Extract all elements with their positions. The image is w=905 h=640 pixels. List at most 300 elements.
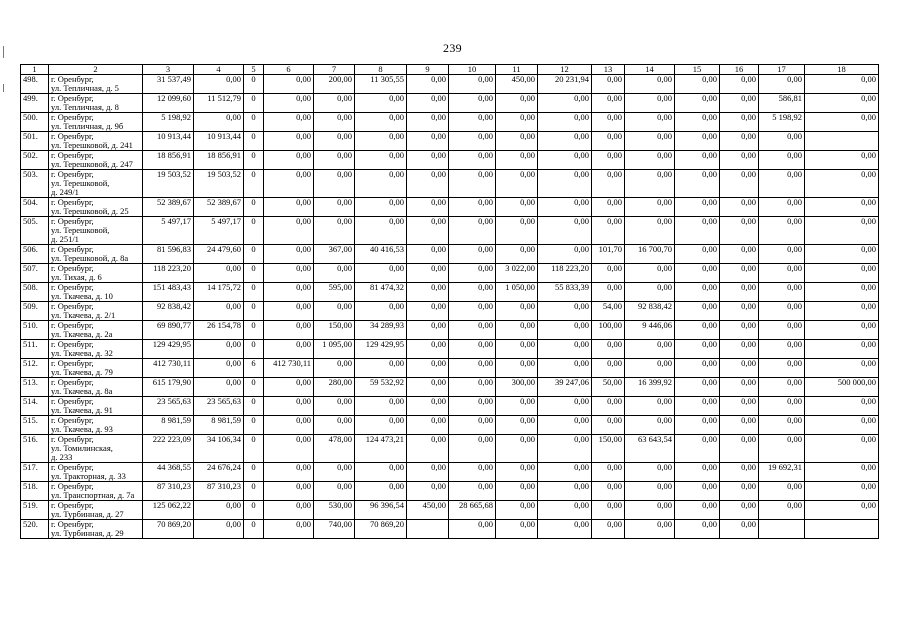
column-header-17: 17 [759, 65, 805, 75]
value-cell-col-16: 0,00 [720, 520, 759, 539]
value-cell-col-15: 0,00 [675, 435, 720, 463]
row-number: 508. [21, 283, 49, 302]
value-cell-col-12: 0,00 [538, 359, 592, 378]
value-cell-col-17: 586,81 [759, 94, 805, 113]
value-cell-col-5: 0 [244, 151, 264, 170]
value-cell-col-5: 0 [244, 245, 264, 264]
row-number: 499. [21, 94, 49, 113]
value-cell-col-16: 0,00 [720, 321, 759, 340]
address-cell [49, 501, 143, 520]
address-line: ул. Ткачева, д. 8а [51, 386, 113, 396]
address-cell [49, 482, 143, 501]
table-row [21, 416, 879, 435]
column-header-7: 7 [314, 65, 355, 75]
value-cell-col-12: 0,00 [538, 321, 592, 340]
value-cell-col-14: 63 643,54 [625, 435, 675, 463]
value-cell-col-10: 0,00 [449, 132, 496, 151]
value-cell-col-14: 0,00 [625, 482, 675, 501]
value-cell-col-6: 0,00 [264, 397, 314, 416]
address-line: д. 249/1 [51, 187, 79, 197]
table-row [21, 501, 879, 520]
value-cell-col-16: 0,00 [720, 501, 759, 520]
value-cell-col-8: 0,00 [355, 264, 407, 283]
value-cell-col-14: 0,00 [625, 151, 675, 170]
value-cell-col-16: 0,00 [720, 264, 759, 283]
value-cell-col-9: 0,00 [407, 217, 449, 245]
column-header-9: 9 [407, 65, 449, 75]
value-cell-col-13: 0,00 [592, 463, 625, 482]
value-cell-col-11: 0,00 [496, 217, 538, 245]
column-header-16: 16 [720, 65, 759, 75]
value-cell-col-11: 0,00 [496, 170, 538, 198]
value-cell-col-11: 0,00 [496, 416, 538, 435]
value-cell-col-11: 0,00 [496, 397, 538, 416]
value-cell-col-3: 8 981,59 [143, 416, 194, 435]
value-cell-col-18: 500 000,00 [805, 378, 879, 397]
value-cell-col-12: 55 833,39 [538, 283, 592, 302]
value-cell-col-12: 20 231,94 [538, 75, 592, 94]
value-cell-col-11: 0,00 [496, 340, 538, 359]
address-cell [49, 170, 143, 198]
row-number: 510. [21, 321, 49, 340]
value-cell-col-12: 0,00 [538, 198, 592, 217]
value-cell-col-9: 0,00 [407, 378, 449, 397]
value-cell-col-9: 0,00 [407, 482, 449, 501]
value-cell-col-12: 0,00 [538, 416, 592, 435]
value-cell-col-12: 0,00 [538, 435, 592, 463]
value-cell-col-13: 0,00 [592, 283, 625, 302]
value-cell-col-11: 0,00 [496, 435, 538, 463]
value-cell-col-8: 0,00 [355, 217, 407, 245]
row-number: 498. [21, 75, 49, 94]
table-row [21, 264, 879, 283]
address-cell [49, 132, 143, 151]
table-row [21, 340, 879, 359]
address-line: г. Оренбург, [51, 301, 94, 311]
value-cell-col-11: 450,00 [496, 75, 538, 94]
value-cell-col-15: 0,00 [675, 75, 720, 94]
value-cell-col-15: 0,00 [675, 397, 720, 416]
value-cell-col-4: 0,00 [194, 378, 244, 397]
value-cell-col-9: 0,00 [407, 416, 449, 435]
value-cell-col-11: 0,00 [496, 245, 538, 264]
value-cell-col-6: 0,00 [264, 170, 314, 198]
row-number: 501. [21, 132, 49, 151]
value-cell-col-13: 101,70 [592, 245, 625, 264]
value-cell-col-14: 16 399,92 [625, 378, 675, 397]
value-cell-col-4: 10 913,44 [194, 132, 244, 151]
value-cell-col-6: 412 730,11 [264, 359, 314, 378]
value-cell-col-14: 0,00 [625, 94, 675, 113]
value-cell-col-3: 52 389,67 [143, 198, 194, 217]
address-line: д. 233 [51, 452, 73, 462]
value-cell-col-15: 0,00 [675, 245, 720, 264]
value-cell-col-10: 0,00 [449, 94, 496, 113]
value-cell-col-5: 0 [244, 463, 264, 482]
value-cell-col-11: 0,00 [496, 520, 538, 539]
address-line: ул. Терешковой, д. 8а [51, 253, 129, 263]
table-row [21, 94, 879, 113]
column-header-2: 2 [49, 65, 143, 75]
address-line: ул. Ткачева, д. 91 [51, 405, 113, 415]
value-cell-col-7: 280,00 [314, 378, 355, 397]
value-cell-col-12: 0,00 [538, 113, 592, 132]
value-cell-col-11: 0,00 [496, 113, 538, 132]
value-cell-col-15: 0,00 [675, 132, 720, 151]
value-cell-col-15: 0,00 [675, 520, 720, 539]
value-cell-col-11: 0,00 [496, 132, 538, 151]
value-cell-col-15: 0,00 [675, 113, 720, 132]
value-cell-col-16: 0,00 [720, 435, 759, 463]
value-cell-col-8: 0,00 [355, 416, 407, 435]
value-cell-col-17: 0,00 [759, 198, 805, 217]
value-cell-col-10: 0,00 [449, 217, 496, 245]
address-cell [49, 198, 143, 217]
value-cell-col-10: 0,00 [449, 359, 496, 378]
row-number: 505. [21, 217, 49, 245]
value-cell-col-7: 0,00 [314, 359, 355, 378]
value-cell-col-13: 0,00 [592, 217, 625, 245]
value-cell-col-5: 0 [244, 170, 264, 198]
value-cell-col-9: 0,00 [407, 463, 449, 482]
value-cell-col-5: 0 [244, 283, 264, 302]
value-cell-col-13: 0,00 [592, 520, 625, 539]
value-cell-col-10: 0,00 [449, 151, 496, 170]
value-cell-col-13: 0,00 [592, 397, 625, 416]
value-cell-col-17: 0,00 [759, 132, 805, 151]
value-cell-col-16: 0,00 [720, 340, 759, 359]
value-cell-col-4: 0,00 [194, 75, 244, 94]
value-cell-col-7: 0,00 [314, 397, 355, 416]
value-cell-col-6: 0,00 [264, 245, 314, 264]
value-cell-col-9: 0,00 [407, 113, 449, 132]
value-cell-col-5: 0 [244, 397, 264, 416]
address-line: ул. Тепличная, д. 5 [51, 83, 119, 93]
value-cell-col-17: 0,00 [759, 416, 805, 435]
table-row [21, 113, 879, 132]
address-line: ул. Терешковой, д. 241 [51, 140, 133, 150]
value-cell-col-18 [805, 132, 879, 151]
address-line: ул. Терешковой, [51, 178, 110, 188]
address-line: г. Оренбург, [51, 216, 94, 226]
value-cell-col-14: 0,00 [625, 520, 675, 539]
value-cell-col-8: 0,00 [355, 151, 407, 170]
value-cell-col-16: 0,00 [720, 217, 759, 245]
column-header-14: 14 [625, 65, 675, 75]
address-line: г. Оренбург, [51, 481, 94, 491]
column-header-10: 10 [449, 65, 496, 75]
address-cell [49, 321, 143, 340]
value-cell-col-16: 0,00 [720, 283, 759, 302]
row-number: 502. [21, 151, 49, 170]
value-cell-col-3: 70 869,20 [143, 520, 194, 539]
table-row [21, 151, 879, 170]
value-cell-col-16: 0,00 [720, 75, 759, 94]
value-cell-col-11: 0,00 [496, 321, 538, 340]
address-line: ул. Ткачева, д. 32 [51, 348, 113, 358]
value-cell-col-7: 1 095,00 [314, 340, 355, 359]
value-cell-col-7: 0,00 [314, 94, 355, 113]
value-cell-col-3: 92 838,42 [143, 302, 194, 321]
value-cell-col-5: 0 [244, 132, 264, 151]
value-cell-col-16: 0,00 [720, 198, 759, 217]
value-cell-col-3: 5 497,17 [143, 217, 194, 245]
value-cell-col-18: 0,00 [805, 435, 879, 463]
table-header [21, 65, 879, 75]
value-cell-col-10: 0,00 [449, 520, 496, 539]
value-cell-col-15: 0,00 [675, 482, 720, 501]
value-cell-col-11: 1 050,00 [496, 283, 538, 302]
value-cell-col-9: 0,00 [407, 94, 449, 113]
value-cell-col-9: 0,00 [407, 198, 449, 217]
value-cell-col-14: 0,00 [625, 283, 675, 302]
value-cell-col-14: 9 446,06 [625, 321, 675, 340]
value-cell-col-8: 0,00 [355, 482, 407, 501]
table-row [21, 245, 879, 264]
value-cell-col-16: 0,00 [720, 302, 759, 321]
value-cell-col-11: 0,00 [496, 198, 538, 217]
value-cell-col-4: 8 981,59 [194, 416, 244, 435]
margin-mark [3, 84, 4, 92]
value-cell-col-6: 0,00 [264, 463, 314, 482]
value-cell-col-9: 0,00 [407, 245, 449, 264]
value-cell-col-4: 5 497,17 [194, 217, 244, 245]
address-line: ул. Транспортная, д. 7а [51, 490, 135, 500]
value-cell-col-17: 0,00 [759, 217, 805, 245]
value-cell-col-6: 0,00 [264, 435, 314, 463]
value-cell-col-10: 0,00 [449, 302, 496, 321]
table-row [21, 397, 879, 416]
row-number: 516. [21, 435, 49, 463]
value-cell-col-17: 0,00 [759, 321, 805, 340]
value-cell-col-12: 0,00 [538, 501, 592, 520]
value-cell-col-4: 0,00 [194, 264, 244, 283]
value-cell-col-12: 39 247,06 [538, 378, 592, 397]
value-cell-col-6: 0,00 [264, 340, 314, 359]
value-cell-col-4: 26 154,78 [194, 321, 244, 340]
value-cell-col-10: 0,00 [449, 245, 496, 264]
value-cell-col-3: 44 368,55 [143, 463, 194, 482]
address-cell [49, 302, 143, 321]
value-cell-col-13: 150,00 [592, 435, 625, 463]
value-cell-col-14: 92 838,42 [625, 302, 675, 321]
value-cell-col-8: 0,00 [355, 359, 407, 378]
table-row [21, 217, 879, 245]
table-row [21, 463, 879, 482]
value-cell-col-8: 11 305,55 [355, 75, 407, 94]
value-cell-col-3: 412 730,11 [143, 359, 194, 378]
value-cell-col-12: 0,00 [538, 482, 592, 501]
value-cell-col-18: 0,00 [805, 217, 879, 245]
value-cell-col-4: 24 479,60 [194, 245, 244, 264]
value-cell-col-12: 0,00 [538, 397, 592, 416]
value-cell-col-17: 0,00 [759, 340, 805, 359]
value-cell-col-3: 118 223,20 [143, 264, 194, 283]
value-cell-col-8: 96 396,54 [355, 501, 407, 520]
value-cell-col-7: 150,00 [314, 321, 355, 340]
value-cell-col-18: 0,00 [805, 482, 879, 501]
value-cell-col-10: 28 665,68 [449, 501, 496, 520]
value-cell-col-17: 0,00 [759, 359, 805, 378]
value-cell-col-11: 3 022,00 [496, 264, 538, 283]
value-cell-col-17: 19 692,31 [759, 463, 805, 482]
row-number: 506. [21, 245, 49, 264]
value-cell-col-5: 0 [244, 501, 264, 520]
value-cell-col-13: 0,00 [592, 482, 625, 501]
column-header-3: 3 [143, 65, 194, 75]
value-cell-col-5: 0 [244, 482, 264, 501]
value-cell-col-11: 0,00 [496, 463, 538, 482]
address-cell [49, 359, 143, 378]
value-cell-col-17: 5 198,92 [759, 113, 805, 132]
address-cell [49, 520, 143, 539]
value-cell-col-7: 0,00 [314, 463, 355, 482]
value-cell-col-9 [407, 520, 449, 539]
value-cell-col-9: 0,00 [407, 151, 449, 170]
value-cell-col-9: 450,00 [407, 501, 449, 520]
address-line: г. Оренбург, [51, 320, 94, 330]
value-cell-col-5: 0 [244, 378, 264, 397]
value-cell-col-12: 0,00 [538, 520, 592, 539]
value-cell-col-3: 10 913,44 [143, 132, 194, 151]
value-cell-col-8: 70 869,20 [355, 520, 407, 539]
value-cell-col-3: 69 890,77 [143, 321, 194, 340]
value-cell-col-4: 52 389,67 [194, 198, 244, 217]
address-line: г. Оренбург, [51, 396, 94, 406]
address-cell [49, 217, 143, 245]
value-cell-col-6: 0,00 [264, 217, 314, 245]
value-cell-col-17: 0,00 [759, 283, 805, 302]
value-cell-col-3: 129 429,95 [143, 340, 194, 359]
column-header-11: 11 [496, 65, 538, 75]
value-cell-col-3: 12 099,60 [143, 94, 194, 113]
value-cell-col-17: 0,00 [759, 245, 805, 264]
value-cell-col-5: 0 [244, 75, 264, 94]
value-cell-col-10: 0,00 [449, 482, 496, 501]
value-cell-col-7: 0,00 [314, 482, 355, 501]
address-line: г. Оренбург, [51, 93, 94, 103]
value-cell-col-4: 18 856,91 [194, 151, 244, 170]
value-cell-col-9: 0,00 [407, 321, 449, 340]
address-line: ул. Терешковой, [51, 225, 110, 235]
value-cell-col-12: 0,00 [538, 245, 592, 264]
value-cell-col-16: 0,00 [720, 416, 759, 435]
value-cell-col-17: 0,00 [759, 75, 805, 94]
value-cell-col-13: 0,00 [592, 94, 625, 113]
address-cell [49, 416, 143, 435]
address-line: г. Оренбург, [51, 244, 94, 254]
value-cell-col-3: 81 596,83 [143, 245, 194, 264]
row-number: 504. [21, 198, 49, 217]
address-line: ул. Тихая, д. 6 [51, 272, 102, 282]
value-cell-col-11: 300,00 [496, 378, 538, 397]
row-number: 520. [21, 520, 49, 539]
value-cell-col-11: 0,00 [496, 302, 538, 321]
value-cell-col-18: 0,00 [805, 321, 879, 340]
value-cell-col-14: 0,00 [625, 198, 675, 217]
value-cell-col-16: 0,00 [720, 359, 759, 378]
address-line: г. Оренбург, [51, 415, 94, 425]
address-line: ул. Турбинная, д. 29 [51, 528, 124, 538]
row-number: 509. [21, 302, 49, 321]
value-cell-col-15: 0,00 [675, 378, 720, 397]
value-cell-col-12: 118 223,20 [538, 264, 592, 283]
value-cell-col-13: 0,00 [592, 151, 625, 170]
value-cell-col-14: 0,00 [625, 501, 675, 520]
value-cell-col-5: 0 [244, 416, 264, 435]
value-cell-col-14: 0,00 [625, 416, 675, 435]
value-cell-col-16: 0,00 [720, 482, 759, 501]
address-line: ул. Терешковой, д. 247 [51, 159, 133, 169]
value-cell-col-11: 0,00 [496, 482, 538, 501]
value-cell-col-8: 34 289,93 [355, 321, 407, 340]
value-cell-col-15: 0,00 [675, 321, 720, 340]
table-row [21, 482, 879, 501]
value-cell-col-13: 0,00 [592, 501, 625, 520]
value-cell-col-9: 0,00 [407, 283, 449, 302]
column-header-18: 18 [805, 65, 879, 75]
value-cell-col-9: 0,00 [407, 435, 449, 463]
value-cell-col-14: 0,00 [625, 359, 675, 378]
value-cell-col-8: 0,00 [355, 198, 407, 217]
value-cell-col-15: 0,00 [675, 264, 720, 283]
row-number: 503. [21, 170, 49, 198]
address-line: ул. Ткачева, д. 79 [51, 367, 113, 377]
row-number: 518. [21, 482, 49, 501]
value-cell-col-10: 0,00 [449, 378, 496, 397]
value-cell-col-10: 0,00 [449, 264, 496, 283]
value-cell-col-3: 125 062,22 [143, 501, 194, 520]
value-cell-col-13: 0,00 [592, 264, 625, 283]
value-cell-col-8: 0,00 [355, 132, 407, 151]
table-row [21, 75, 879, 94]
value-cell-col-18: 0,00 [805, 170, 879, 198]
address-cell [49, 264, 143, 283]
value-cell-col-15: 0,00 [675, 151, 720, 170]
row-number: 514. [21, 397, 49, 416]
value-cell-col-16: 0,00 [720, 378, 759, 397]
value-cell-col-13: 0,00 [592, 75, 625, 94]
value-cell-col-12: 0,00 [538, 170, 592, 198]
table-row [21, 283, 879, 302]
value-cell-col-9: 0,00 [407, 264, 449, 283]
value-cell-col-8: 0,00 [355, 397, 407, 416]
address-line: г. Оренбург, [51, 197, 94, 207]
value-cell-col-18: 0,00 [805, 198, 879, 217]
column-header-6: 6 [264, 65, 314, 75]
value-cell-col-4: 0,00 [194, 359, 244, 378]
value-cell-col-7: 595,00 [314, 283, 355, 302]
column-header-12: 12 [538, 65, 592, 75]
value-cell-col-13: 0,00 [592, 198, 625, 217]
value-cell-col-3: 31 537,49 [143, 75, 194, 94]
value-cell-col-3: 18 856,91 [143, 151, 194, 170]
value-cell-col-11: 0,00 [496, 501, 538, 520]
value-cell-col-18: 0,00 [805, 359, 879, 378]
value-cell-col-17: 0,00 [759, 501, 805, 520]
data-table [20, 64, 879, 539]
row-number: 513. [21, 378, 49, 397]
value-cell-col-6: 0,00 [264, 113, 314, 132]
value-cell-col-10: 0,00 [449, 397, 496, 416]
column-header-15: 15 [675, 65, 720, 75]
value-cell-col-15: 0,00 [675, 94, 720, 113]
address-line: ул. Ткачева, д. 93 [51, 424, 113, 434]
value-cell-col-5: 6 [244, 359, 264, 378]
address-line: г. Оренбург, [51, 263, 94, 273]
value-cell-col-7: 0,00 [314, 132, 355, 151]
value-cell-col-14: 16 700,70 [625, 245, 675, 264]
